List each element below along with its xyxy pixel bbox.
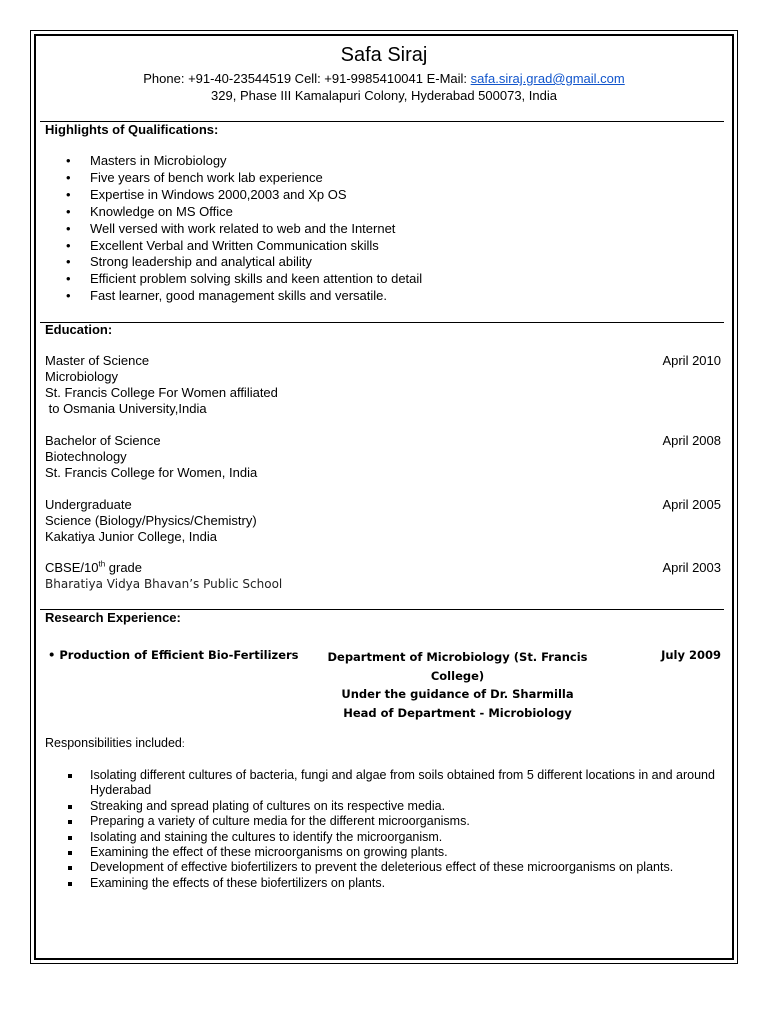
institution: Bharatiya Vidya Bhavan’s Public School xyxy=(45,577,283,591)
contact-line xyxy=(0,70,768,87)
list-item: Examining the effects of these biofertilizers on plants. xyxy=(66,876,726,891)
list-item: Isolating and staining the cultures to identify the microorganism. xyxy=(66,830,726,845)
research-guidance: Under the guidance of Dr. Sharmilla xyxy=(341,687,574,701)
education-date: April 2008 xyxy=(662,433,721,448)
education-heading: Education: xyxy=(45,322,113,337)
education-date: April 2005 xyxy=(662,497,721,512)
degree: Undergraduate xyxy=(45,497,132,512)
degree: CBSE/10th grade xyxy=(45,559,143,575)
research-project: • Production of Efficient Bio-Fertilizers xyxy=(48,648,299,662)
education-entry xyxy=(45,497,257,545)
address-line: 329, Phase III Kamalapuri Colony, Hyderabad 500073, India xyxy=(211,88,557,103)
research-heading: Research Experience: xyxy=(45,610,181,625)
list-item: • Masters in Microbiology xyxy=(66,153,422,170)
education-entry xyxy=(45,560,282,592)
major: Microbiology xyxy=(45,369,118,384)
email-link[interactable]: safa.siraj.grad@gmail.com xyxy=(470,71,625,86)
responsibilities-label: Responsibilities included: xyxy=(45,736,185,750)
list-item: • Fast learner, good management skills and versatile. xyxy=(66,288,422,305)
list-item: • Knowledge on MS Office xyxy=(66,204,422,221)
qualifications-heading: Highlights of Qualifications: xyxy=(45,122,219,137)
contact-block xyxy=(0,70,768,104)
degree: Bachelor of Science xyxy=(45,433,161,448)
list-item: • Five years of bench work lab experience xyxy=(66,170,422,187)
list-item: • Expertise in Windows 2000,2003 and Xp OS xyxy=(66,187,422,204)
institution-affiliation: to Osmania University,India xyxy=(45,401,207,416)
institution: St. Francis College for Women, India xyxy=(45,465,258,480)
list-item: • Well versed with work related to web and the Internet xyxy=(66,221,422,238)
list-item: Isolating different cultures of bacteria, fungi and algae from soils obtained from 5 different locations in and around Hyderabad xyxy=(66,768,726,799)
research-details xyxy=(300,648,615,722)
education-entry xyxy=(45,353,278,417)
education-date: April 2003 xyxy=(662,560,721,575)
institution: St. Francis College For Women affiliated xyxy=(45,385,278,400)
degree: Master of Science xyxy=(45,353,150,368)
research-date: July 2009 xyxy=(661,648,721,662)
contact-phones: Phone: +91-40-23544519 Cell: +91-9985410041 E-Mail: xyxy=(143,71,471,86)
list-item: • Strong leadership and analytical ability xyxy=(66,254,422,271)
section-divider xyxy=(40,322,724,323)
research-head: Head of Department - Microbiology xyxy=(343,705,572,720)
education-date: April 2010 xyxy=(662,353,721,368)
list-item: • Efficient problem solving skills and keen attention to detail xyxy=(66,271,422,288)
institution: Kakatiya Junior College, India xyxy=(45,529,217,544)
list-item: Preparing a variety of culture media for the different microorganisms. xyxy=(66,814,726,829)
major: Biotechnology xyxy=(45,449,127,464)
education-entry xyxy=(45,433,257,481)
list-item: Examining the effect of these microorganisms on growing plants. xyxy=(66,845,726,860)
list-item: Development of effective biofertilizers to prevent the deleterious effect of these microorganisms on plants. xyxy=(66,860,726,875)
candidate-name: Safa Siraj xyxy=(340,44,428,66)
list-item: • Excellent Verbal and Written Communication skills xyxy=(66,238,422,255)
major: Science (Biology/Physics/Chemistry) xyxy=(45,513,257,528)
qualifications-list xyxy=(66,153,422,305)
research-department: Department of Microbiology (St. Francis College) xyxy=(327,650,588,683)
responsibilities-list xyxy=(66,768,726,891)
list-item: Streaking and spread plating of cultures on its respective media. xyxy=(66,799,726,814)
